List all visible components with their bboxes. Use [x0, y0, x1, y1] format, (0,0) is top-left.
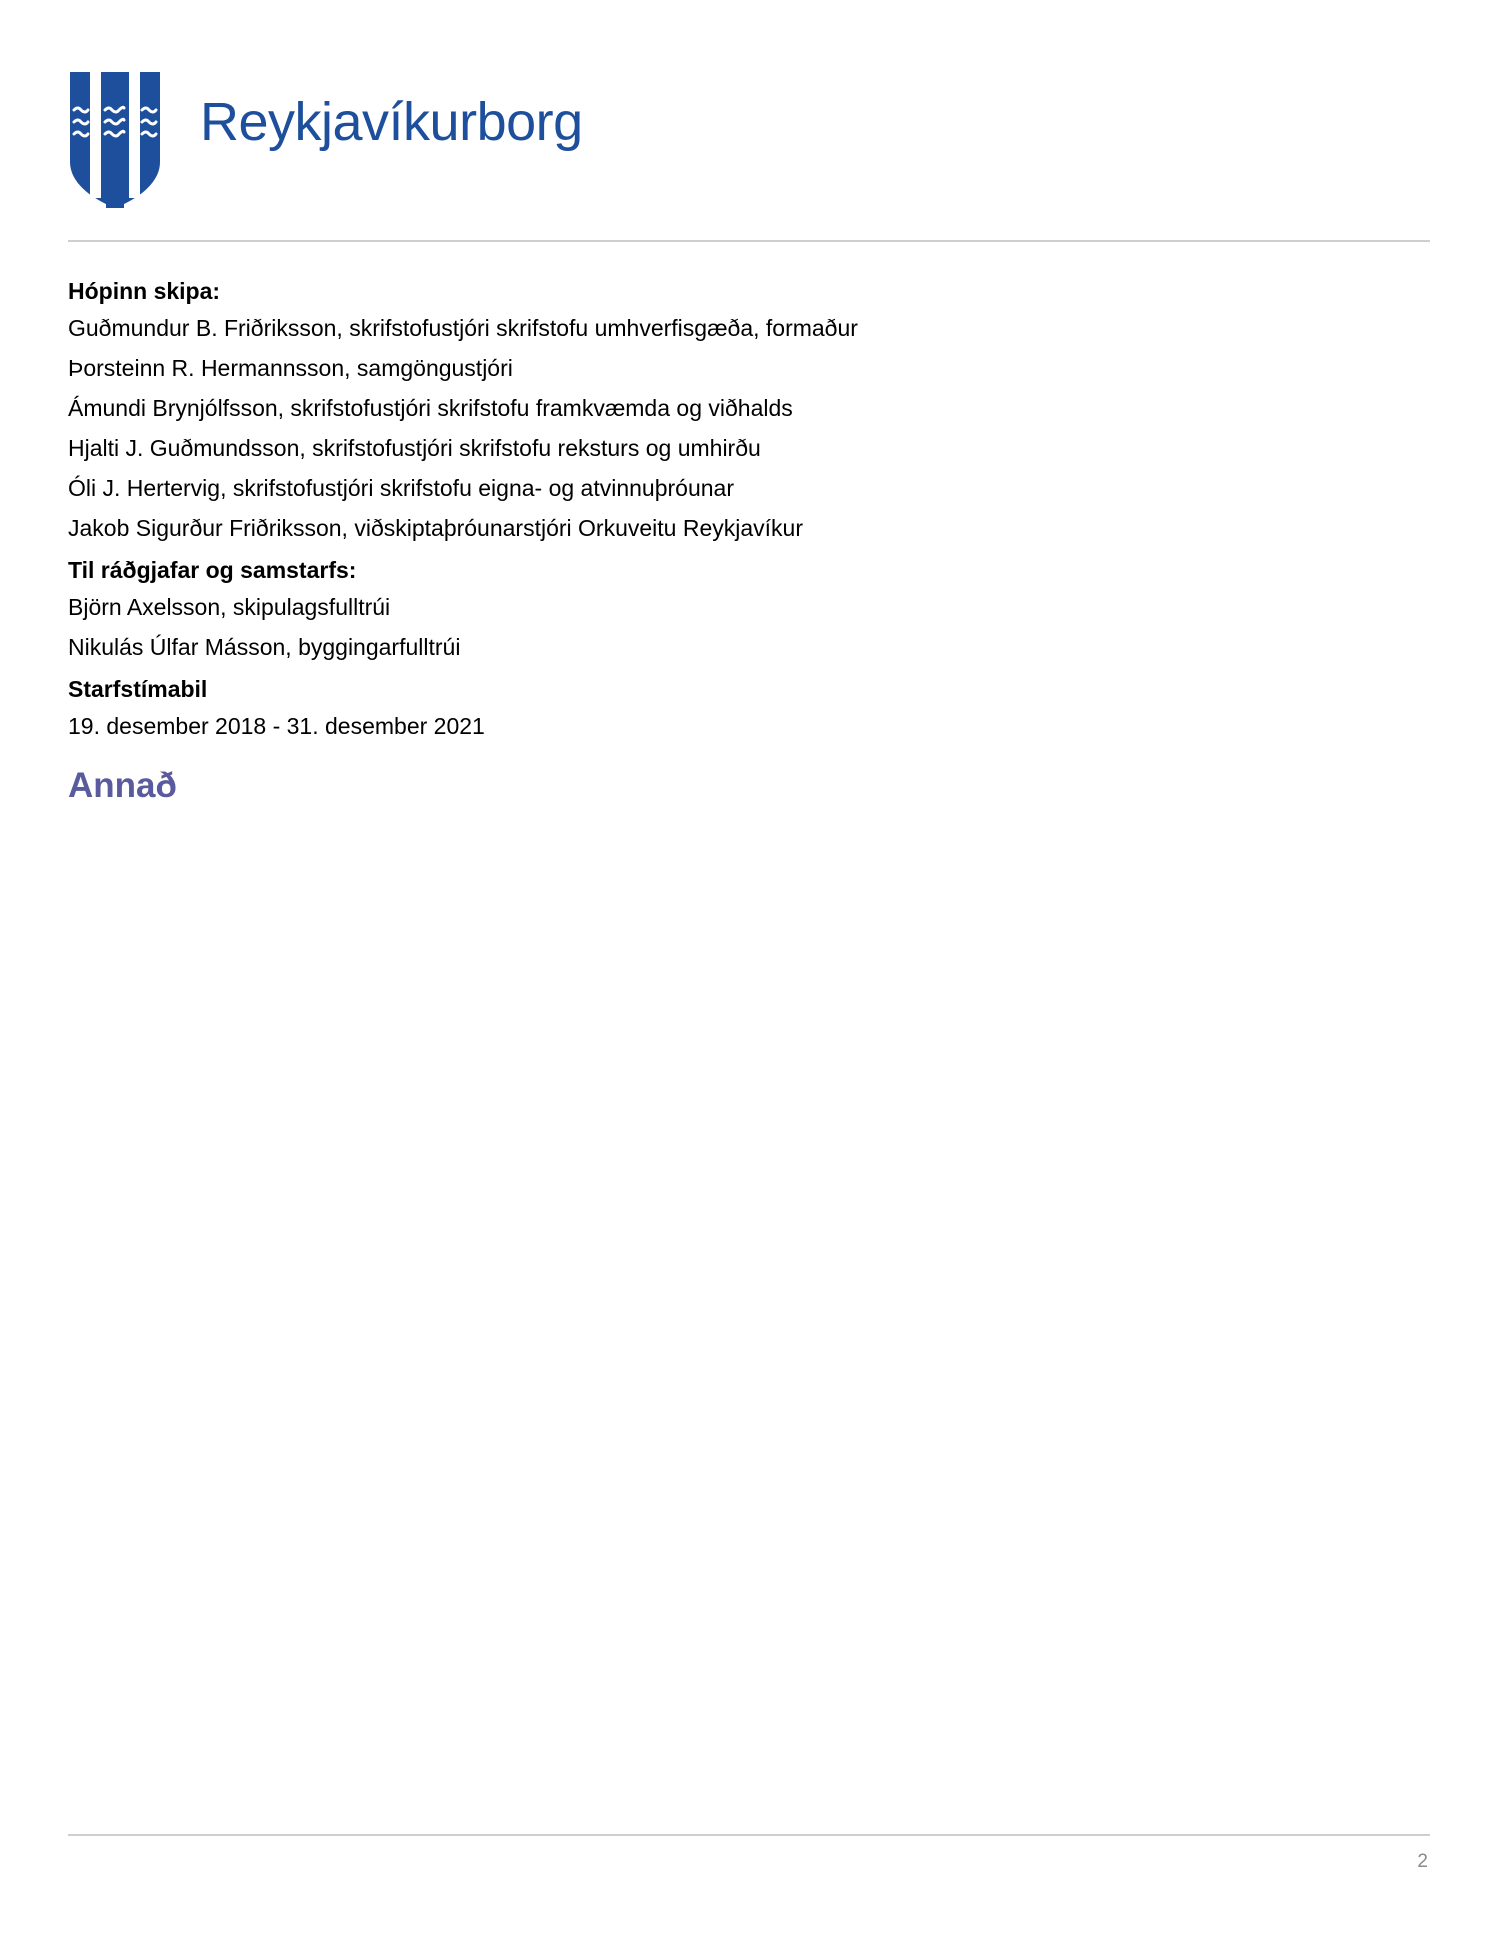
reykjavik-coat-of-arms-icon — [68, 70, 162, 210]
advisors-heading: Til ráðgjafar og samstarfs: — [68, 557, 357, 583]
members-heading: Hópinn skipa: — [68, 278, 221, 304]
page-header — [68, 70, 1428, 210]
member-line: Hjalti J. Guðmundsson, skrifstofustjóri skrifstofu reksturs og umhirðu — [68, 435, 761, 461]
member-line: Ámundi Brynjólfsson, skrifstofustjóri skrifstofu framkvæmda og viðhalds — [68, 395, 793, 421]
member-line: Þorsteinn R. Hermannsson, samgöngustjóri — [68, 355, 513, 381]
document-body — [68, 274, 1428, 808]
member-line: Guðmundur B. Friðriksson, skrifstofustjóri skrifstofu umhverfisgæða, formaður — [68, 315, 858, 341]
advisor-line: Björn Axelsson, skipulagsfulltrúi — [68, 594, 391, 620]
member-line: Óli J. Hertervig, skrifstofustjóri skrifstofu eigna- og atvinnuþróunar — [68, 475, 734, 501]
page-number: 2 — [1417, 1851, 1428, 1872]
section-title: Annað — [68, 766, 177, 805]
header-divider — [68, 240, 1430, 242]
brand-name: Reykjavíkurborg — [200, 92, 583, 152]
period-value: 19. desember 2018 - 31. desember 2021 — [68, 713, 485, 739]
footer-divider — [68, 1834, 1430, 1836]
advisor-line: Nikulás Úlfar Másson, byggingarfulltrúi — [68, 634, 461, 660]
member-line: Jakob Sigurður Friðriksson, viðskiptaþróunarstjóri Orkuveitu Reykjavíkur — [68, 515, 804, 541]
period-heading: Starfstímabil — [68, 676, 208, 702]
